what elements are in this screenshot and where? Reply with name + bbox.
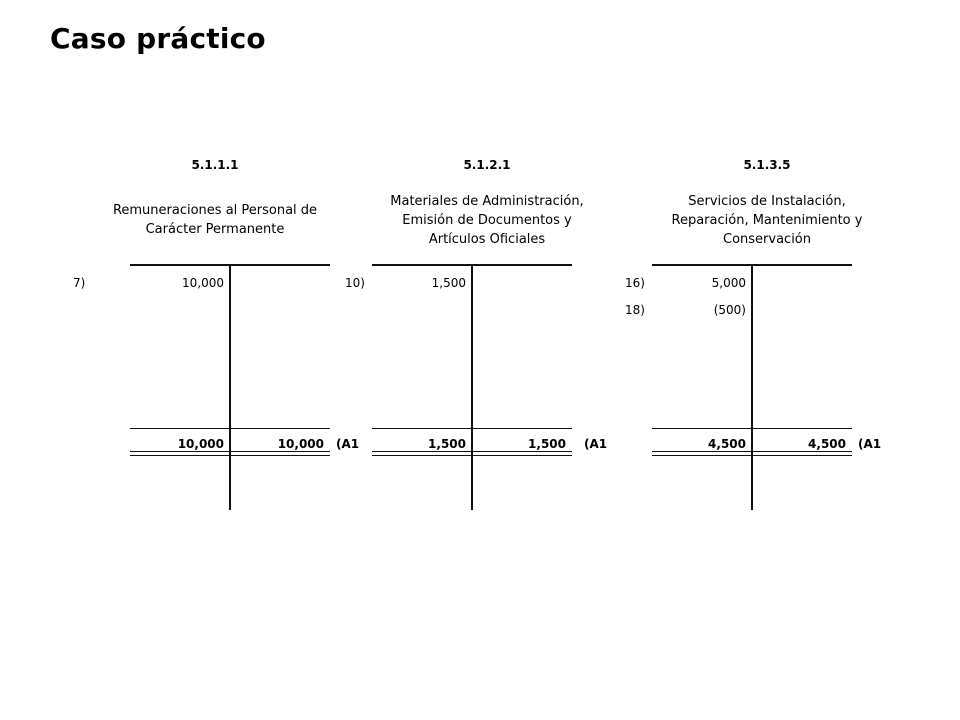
total-debit: 10,000 [177, 437, 224, 451]
account-name [372, 176, 602, 264]
total-ref: (A1 [858, 437, 882, 451]
t-account-5-1-2-1 [345, 158, 632, 513]
entry-ref: 7) [73, 276, 86, 290]
total-debit: 1,500 [428, 437, 466, 451]
total-ref: (A1 [584, 437, 608, 451]
t-account-5-1-3-5 [625, 158, 912, 513]
double-line-bottom [130, 455, 330, 456]
double-line-top [130, 451, 330, 452]
total-line [652, 428, 852, 429]
total-line [130, 428, 330, 429]
entry-amount: (500) [713, 303, 746, 317]
account-name-text: Remuneraciones al Personal de Carácter Permanente [112, 203, 318, 237]
total-ref: (A1 [336, 437, 360, 451]
total-credit: 10,000 [277, 437, 324, 451]
t-account-5-1-1-1 [73, 158, 360, 513]
t-account-center-line [471, 265, 473, 510]
entry-ref: 10) [345, 276, 365, 290]
t-account-center-line [751, 265, 753, 510]
total-credit: 4,500 [808, 437, 846, 451]
account-name-text: Servicios de Instalación, Reparación, Mantenimiento y Conservación [671, 193, 863, 247]
account-name [652, 176, 882, 264]
total-debit: 4,500 [708, 437, 746, 451]
account-name [100, 176, 330, 264]
page-title: Caso práctico [50, 22, 266, 55]
account-code: 5.1.1.1 [191, 158, 239, 172]
total-line [372, 428, 572, 429]
account-code: 5.1.2.1 [463, 158, 511, 172]
account-name-text: Materiales de Administración, Emisión de Documentos y Artículos Oficiales [390, 193, 584, 247]
double-line-bottom [372, 455, 572, 456]
double-line-top [372, 451, 572, 452]
account-code: 5.1.3.5 [743, 158, 791, 172]
entry-amount: 10,000 [182, 276, 224, 290]
t-account-center-line [229, 265, 231, 510]
entry-ref: 16) [625, 276, 645, 290]
entry-amount: 1,500 [431, 276, 466, 290]
double-line-top [652, 451, 852, 452]
double-line-bottom [652, 455, 852, 456]
entry-ref: 18) [625, 303, 645, 317]
total-credit: 1,500 [528, 437, 566, 451]
entry-amount: 5,000 [711, 276, 746, 290]
